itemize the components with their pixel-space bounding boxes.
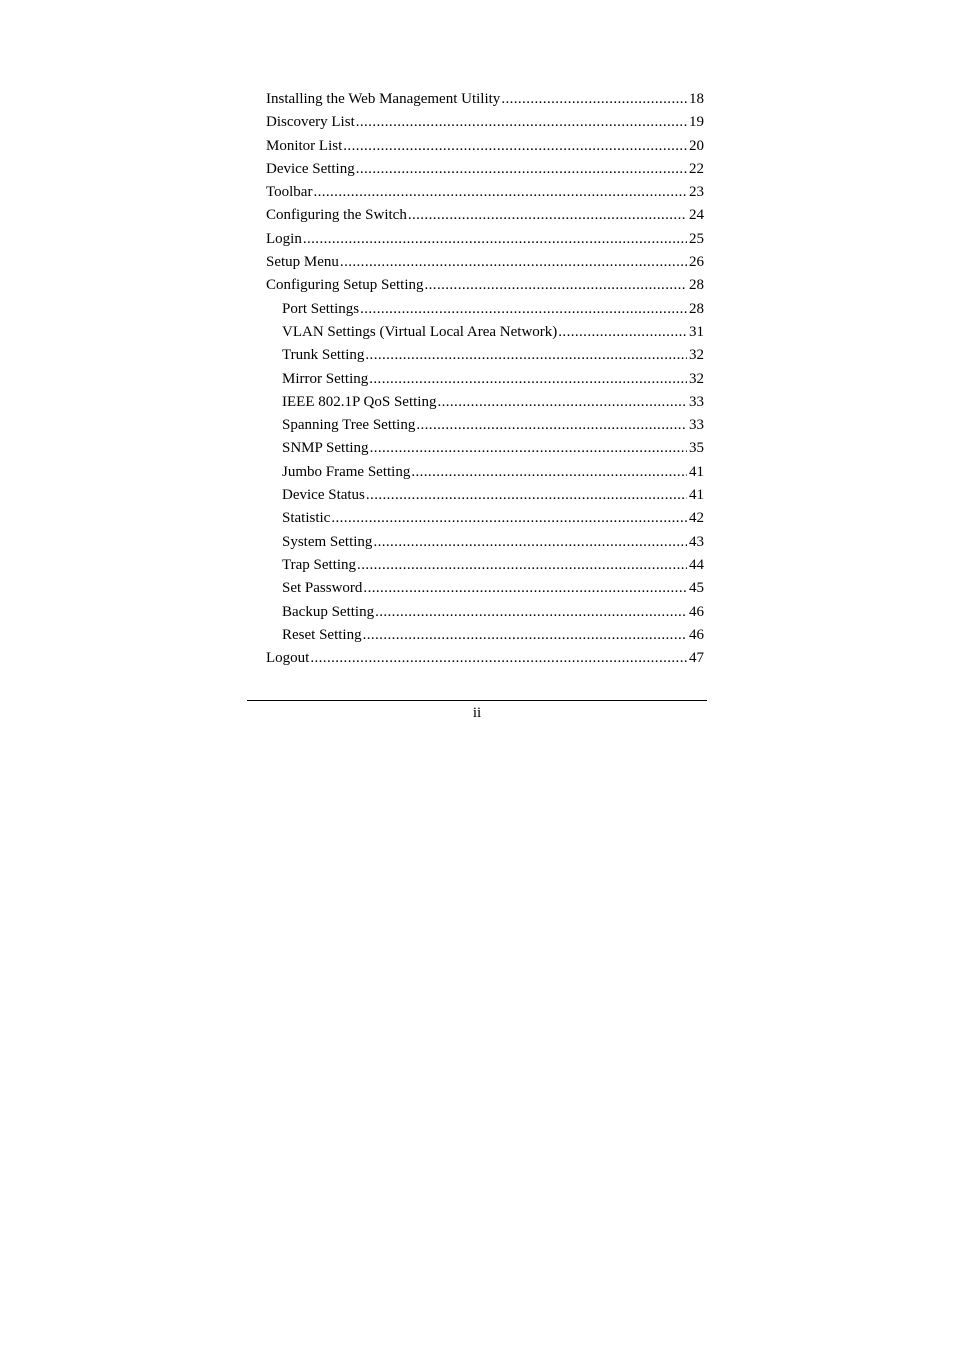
toc-dot-leader bbox=[356, 111, 687, 134]
toc-entry-title: Toolbar bbox=[266, 184, 313, 201]
toc-entry-title: Reset Setting bbox=[282, 626, 362, 643]
toc-entry[interactable] bbox=[266, 461, 704, 484]
page-number: ii bbox=[472, 705, 482, 721]
toc-entry-page: 32 bbox=[689, 370, 704, 387]
toc-entry-title: Device Status bbox=[282, 487, 365, 504]
table-of-contents bbox=[266, 88, 704, 670]
toc-entry-title: VLAN Settings (Virtual Local Area Network) bbox=[282, 323, 558, 340]
toc-dot-leader bbox=[366, 484, 687, 507]
toc-dot-leader bbox=[331, 507, 687, 530]
toc-entry-title: Jumbo Frame Setting bbox=[282, 463, 411, 480]
toc-entry-page: 28 bbox=[689, 277, 704, 294]
toc-entry-page: 24 bbox=[689, 207, 704, 224]
toc-dot-leader bbox=[373, 531, 687, 554]
toc-entry[interactable] bbox=[266, 298, 704, 321]
toc-dot-leader bbox=[411, 461, 687, 484]
toc-dot-leader bbox=[416, 414, 687, 437]
toc-entry[interactable] bbox=[266, 228, 704, 251]
toc-entry-title: Setup Menu bbox=[266, 254, 339, 271]
toc-dot-leader bbox=[369, 368, 687, 391]
toc-entry[interactable] bbox=[266, 601, 704, 624]
toc-entry-title: Discovery List bbox=[266, 114, 355, 131]
toc-entry-title: Mirror Setting bbox=[282, 370, 369, 387]
toc-entry-title: Backup Setting bbox=[282, 603, 375, 620]
toc-entry-page: 28 bbox=[689, 300, 704, 317]
toc-dot-leader bbox=[363, 577, 687, 600]
toc-entry-page: 33 bbox=[689, 393, 704, 410]
toc-entry-page: 26 bbox=[689, 254, 704, 271]
toc-entry-page: 33 bbox=[689, 417, 704, 434]
toc-entry[interactable] bbox=[266, 484, 704, 507]
toc-dot-leader bbox=[340, 251, 687, 274]
toc-entry[interactable] bbox=[266, 321, 704, 344]
toc-entry-title: System Setting bbox=[282, 533, 373, 550]
toc-entry[interactable] bbox=[266, 554, 704, 577]
toc-entry-title: Installing the Web Management Utility bbox=[266, 91, 501, 107]
toc-dot-leader bbox=[356, 158, 687, 181]
toc-entry-title: Trap Setting bbox=[282, 556, 357, 573]
toc-dot-leader bbox=[360, 298, 687, 321]
toc-entry-title: Monitor List bbox=[266, 137, 343, 154]
toc-entry[interactable] bbox=[266, 507, 704, 530]
toc-entry-page: 18 bbox=[689, 91, 704, 107]
toc-entry[interactable] bbox=[266, 344, 704, 367]
toc-entry[interactable] bbox=[266, 111, 704, 134]
toc-dot-leader bbox=[558, 321, 687, 344]
toc-entry-page: 25 bbox=[689, 230, 704, 247]
toc-entry[interactable] bbox=[266, 531, 704, 554]
toc-entry[interactable] bbox=[266, 391, 704, 414]
toc-entry-page: 31 bbox=[689, 323, 704, 340]
toc-entry-page: 19 bbox=[689, 114, 704, 131]
toc-entry-title: Trunk Setting bbox=[282, 347, 365, 364]
toc-entry-page: 32 bbox=[689, 347, 704, 364]
toc-entry[interactable] bbox=[266, 181, 704, 204]
toc-entry[interactable] bbox=[266, 437, 704, 460]
toc-entry-page: 23 bbox=[689, 184, 704, 201]
toc-dot-leader bbox=[310, 647, 687, 670]
toc-entry-page: 44 bbox=[689, 556, 704, 573]
toc-dot-leader bbox=[370, 437, 687, 460]
toc-entry-page: 41 bbox=[689, 463, 704, 480]
footer-divider bbox=[247, 700, 707, 701]
toc-entry-page: 45 bbox=[689, 580, 704, 597]
toc-entry-page: 47 bbox=[689, 650, 704, 667]
toc-entry-page: 43 bbox=[689, 533, 704, 550]
toc-entry-title: Port Settings bbox=[282, 300, 360, 317]
toc-dot-leader bbox=[437, 391, 687, 414]
toc-entry-title: Spanning Tree Setting bbox=[282, 417, 416, 434]
toc-dot-leader bbox=[357, 554, 687, 577]
toc-entry-title: Statistic bbox=[282, 510, 331, 527]
toc-entry[interactable] bbox=[266, 414, 704, 437]
toc-entry-title: Device Setting bbox=[266, 160, 355, 177]
toc-entry-title: SNMP Setting bbox=[282, 440, 369, 457]
toc-dot-leader bbox=[303, 228, 687, 251]
toc-entry[interactable] bbox=[266, 158, 704, 181]
toc-entry-title: Logout bbox=[266, 650, 310, 667]
toc-entry-title: Configuring the Switch bbox=[266, 207, 407, 224]
toc-entry-title: Configuring Setup Setting bbox=[266, 277, 424, 294]
toc-entry-title: Set Password bbox=[282, 580, 363, 597]
toc-dot-leader bbox=[375, 601, 687, 624]
toc-entry[interactable] bbox=[266, 577, 704, 600]
toc-entry[interactable] bbox=[266, 251, 704, 274]
toc-entry-page: 20 bbox=[689, 137, 704, 154]
toc-entry-page: 35 bbox=[689, 440, 704, 457]
toc-entry-page: 42 bbox=[689, 510, 704, 527]
toc-dot-leader bbox=[343, 135, 687, 158]
toc-dot-leader bbox=[408, 204, 687, 227]
toc-entry[interactable] bbox=[266, 624, 704, 647]
toc-entry-title: IEEE 802.1P QoS Setting bbox=[282, 393, 437, 410]
toc-dot-leader bbox=[313, 181, 687, 204]
toc-entry-title: Login bbox=[266, 230, 302, 247]
toc-entry-page: 46 bbox=[689, 626, 704, 643]
toc-entry[interactable] bbox=[266, 135, 704, 158]
toc-dot-leader bbox=[501, 88, 687, 111]
toc-dot-leader bbox=[425, 274, 688, 297]
toc-entry[interactable] bbox=[266, 647, 704, 670]
toc-entry-page: 41 bbox=[689, 487, 704, 504]
toc-entry-page: 22 bbox=[689, 160, 704, 177]
toc-dot-leader bbox=[365, 344, 687, 367]
toc-entry[interactable] bbox=[266, 88, 704, 111]
toc-entry[interactable] bbox=[266, 274, 704, 297]
toc-entry-page: 46 bbox=[689, 603, 704, 620]
toc-dot-leader bbox=[363, 624, 687, 647]
toc-entry[interactable] bbox=[266, 368, 704, 391]
toc-entry[interactable] bbox=[266, 204, 704, 227]
